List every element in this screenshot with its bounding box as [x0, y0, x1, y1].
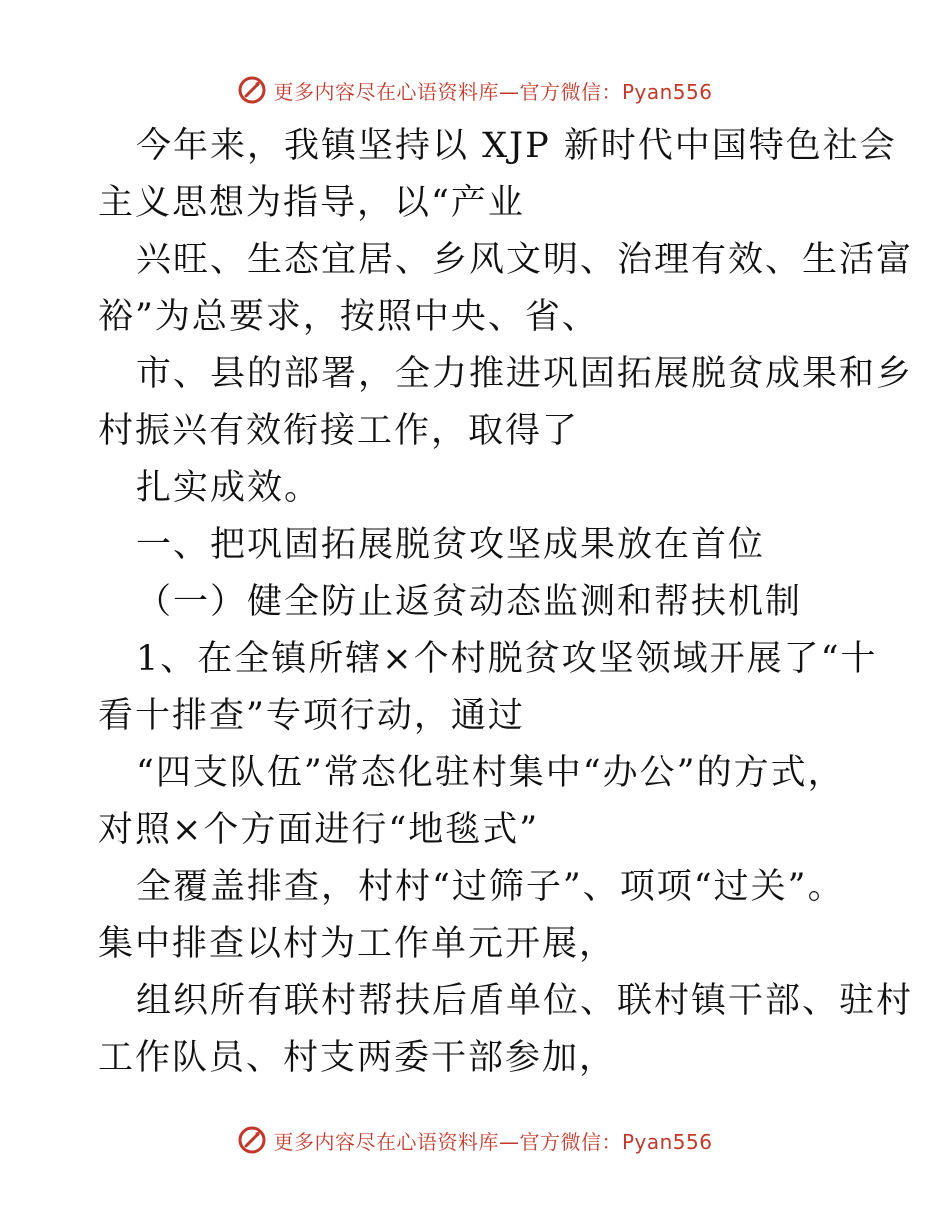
text-line: 全覆盖排查，村村“过筛子”、项项“过关”。 — [136, 867, 845, 907]
subsection-heading: （一）健全防止返贫动态监测和帮扶机制 — [136, 582, 803, 622]
footer-watermark — [0, 1122, 950, 1158]
text-line: 工作队员、村支两委干部参加， — [98, 1038, 617, 1078]
watermark-text: 更多内容尽在心语资料库 — [273, 1129, 499, 1154]
text-line: 扎实成效。 — [136, 468, 322, 508]
section-heading: 一、把巩固拓展脱贫攻坚成果放在首位 — [136, 525, 766, 565]
text-line: 看十排查”专项行动，通过 — [98, 696, 525, 736]
watermark-dash: — — [498, 1129, 520, 1154]
header-watermark — [0, 72, 950, 108]
watermark-contact: 官方微信：Pyan556 — [519, 79, 713, 104]
text-line: 裕”为总要求，按照中央、省、 — [98, 297, 599, 337]
text-line: “四支队伍”常态化驻村集中“办公”的方式， — [136, 753, 845, 793]
text-line: 村振兴有效衔接工作，取得了 — [98, 411, 580, 451]
text-line: 对照×个方面进行“地毯式” — [98, 810, 540, 850]
text-line: 兴旺、生态宜居、乡风文明、治理有效、生活富 — [136, 240, 914, 280]
text-line: 组织所有联村帮扶后盾单位、联村镇干部、驻村 — [136, 981, 914, 1021]
text-line: 今年来，我镇坚持以 XJP 新时代中国特色社会 — [136, 126, 897, 166]
brush-pen-logo-icon — [237, 1125, 267, 1155]
text-line: 市、县的部署，全力推进巩固拓展脱贫成果和乡 — [136, 354, 914, 394]
document-body — [98, 118, 914, 1087]
brush-pen-logo-icon — [237, 75, 267, 105]
watermark-dash: — — [498, 79, 520, 104]
watermark-contact: 官方微信：Pyan556 — [519, 1129, 713, 1154]
text-line: 主义思想为指导，以“产业 — [98, 183, 525, 223]
text-line: 1、在全镇所辖×个村脱贫攻坚领域开展了“十 — [136, 639, 878, 679]
watermark-text: 更多内容尽在心语资料库 — [273, 79, 499, 104]
text-line: 集中排查以村为工作单元开展， — [98, 924, 617, 964]
